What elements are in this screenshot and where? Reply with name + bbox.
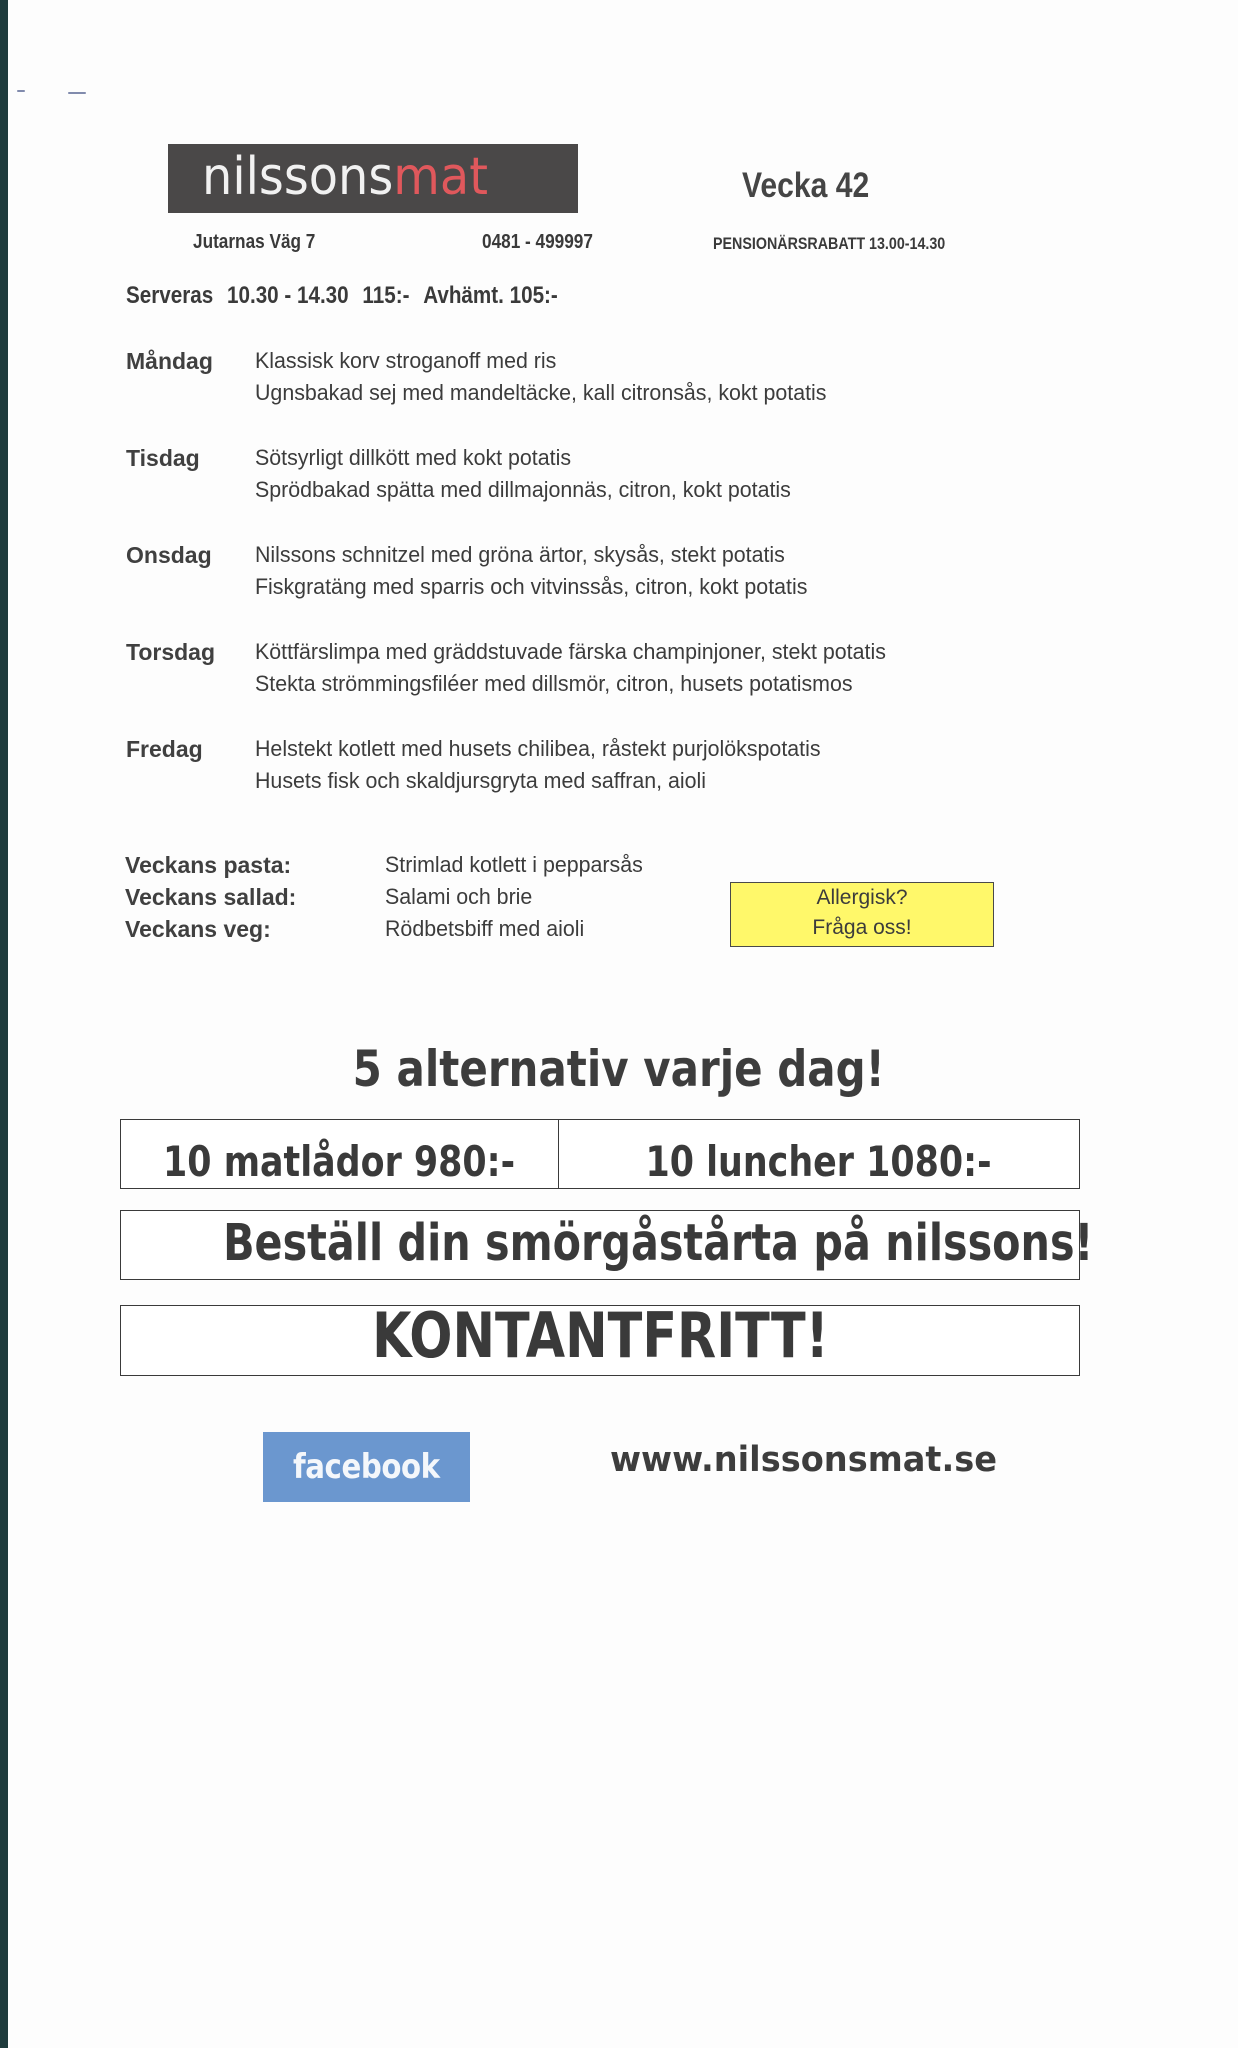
- facebook-logo: [263, 1432, 470, 1502]
- sandwich-cake-text: Beställ din smörgåstårta på nilssons!: [223, 1214, 1094, 1273]
- bulk-offer-box: [120, 1119, 1080, 1189]
- day-label: Onsdag: [126, 542, 212, 568]
- scan-speck: [68, 92, 86, 94]
- day-label: Måndag: [126, 348, 213, 374]
- weekly-value: Strimlad kotlett i pepparsås: [385, 852, 643, 877]
- serving-hours: 10.30 - 14.30: [226, 282, 349, 309]
- day-label: Torsdag: [126, 639, 216, 665]
- lunchbox-offer-text: 10 matlådor 980:-: [163, 1136, 516, 1186]
- lunch-offer: [558, 1120, 1079, 1188]
- dish: Köttfärslimpa med gräddstuvade färska champinjoner, stekt potatis: [255, 639, 886, 664]
- weekly-label: Veckans pasta:: [125, 852, 292, 878]
- dish: Fiskgratäng med sparris och vitvinssås, citron, kokt potatis: [255, 574, 808, 599]
- day-row-monday: [126, 348, 1126, 418]
- serving-price: 115:-: [362, 282, 410, 309]
- dish: Husets fisk och skaldjursgryta med saffran, aioli: [255, 768, 707, 793]
- day-label: Fredag: [126, 736, 203, 762]
- facebook-text: facebook: [293, 1447, 440, 1487]
- serving-info: [126, 282, 572, 310]
- pensioner-discount: PENSIONÄRSRABATT 13.00-14.30: [713, 234, 946, 253]
- takeaway-price: Avhämt. 105:-: [423, 282, 558, 309]
- day-row-wednesday: [126, 542, 1126, 612]
- dish: Klassisk korv stroganoff med ris: [255, 348, 557, 373]
- scan-speck: [17, 90, 25, 92]
- day-row-thursday: [126, 639, 1126, 709]
- weekly-label: Veckans sallad:: [125, 884, 297, 910]
- dish: Helstekt kotlett med husets chilibea, råstekt purjolökspotatis: [255, 736, 821, 761]
- cashless-text: KONTANTFRITT!: [371, 1299, 829, 1372]
- logo-text-part2: mat: [393, 147, 488, 207]
- promo-headline: [0, 1040, 1238, 1098]
- scan-edge: [0, 0, 8, 2048]
- address: Jutarnas Väg 7: [193, 231, 316, 253]
- weekly-value: Salami och brie: [385, 884, 533, 909]
- logo: [168, 144, 578, 213]
- dish: Ugnsbakad sej med mandeltäcke, kall citronsås, kokt potatis: [255, 380, 827, 405]
- week-number: Vecka 42: [742, 166, 870, 205]
- allergy-line1: Allergisk?: [816, 886, 908, 909]
- logo-text: [202, 146, 488, 208]
- day-row-tuesday: [126, 445, 1126, 515]
- lunchbox-offer: [121, 1120, 559, 1188]
- day-row-friday: [126, 736, 1126, 806]
- weekly-label: Veckans veg:: [125, 916, 271, 942]
- cashless-box: [120, 1299, 1080, 1376]
- weekly-value: Rödbetsbiff med aioli: [385, 916, 585, 941]
- serving-label: Serveras: [126, 282, 214, 309]
- dish: Sprödbakad spätta med dillmajonnäs, citron, kokt potatis: [255, 477, 791, 502]
- website-url: www.nilssonsmat.se: [610, 1440, 997, 1480]
- promo-headline-text: 5 alternativ varje dag!: [352, 1040, 886, 1098]
- logo-text-part1: nilssons: [202, 147, 394, 207]
- day-label: Tisdag: [126, 445, 200, 471]
- allergy-notice: [730, 882, 994, 947]
- lunch-offer-text: 10 luncher 1080:-: [645, 1136, 992, 1186]
- sandwich-cake-box: [120, 1210, 1094, 1280]
- dish: Stekta strömmingsfiléer med dillsmör, citron, husets potatismos: [255, 671, 853, 696]
- dish: Nilssons schnitzel med gröna ärtor, skysås, stekt potatis: [255, 542, 785, 567]
- dish: Sötsyrligt dillkött med kokt potatis: [255, 445, 572, 470]
- allergy-line2: Fråga oss!: [812, 916, 912, 939]
- phone-number: 0481 - 499997: [482, 231, 593, 253]
